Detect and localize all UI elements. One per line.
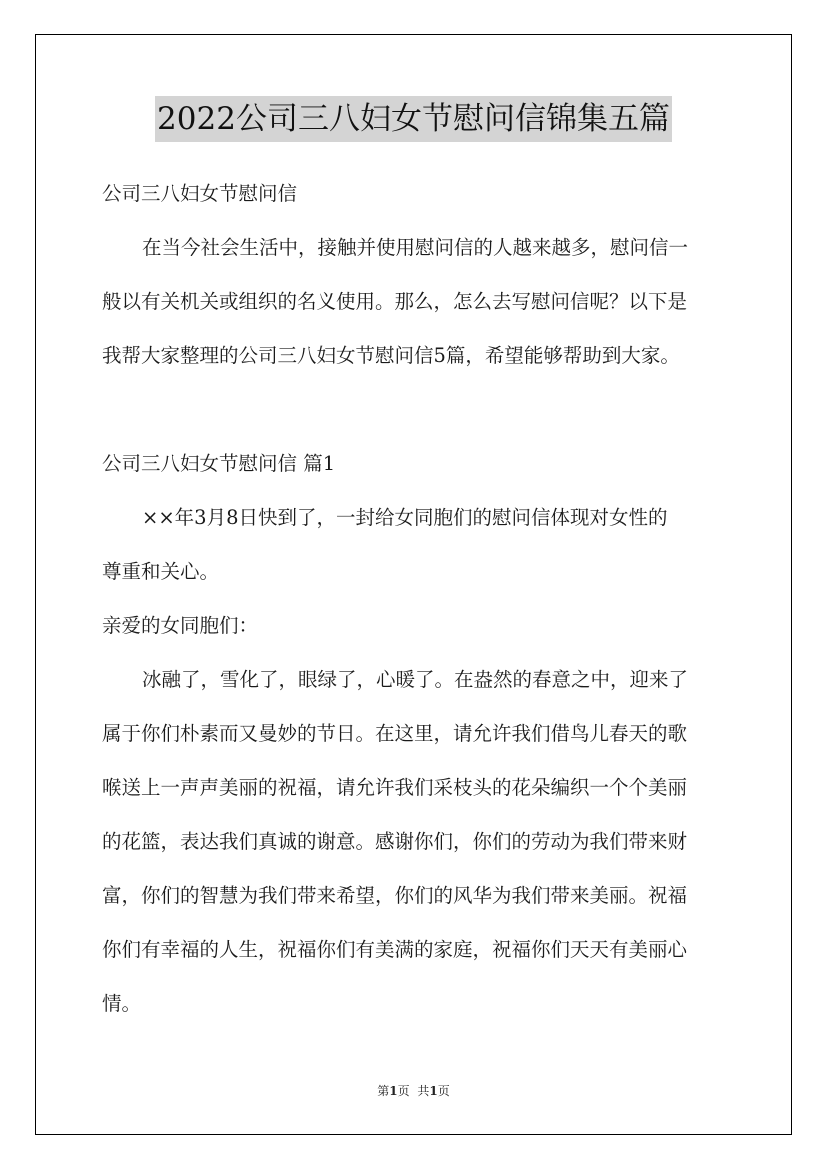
footer-page-number: 1 — [389, 1084, 398, 1098]
paragraph-line: 属于你们朴素而又曼妙的节日。在这里，请允许我们借鸟儿春天的歌 — [102, 722, 688, 745]
paragraph-line: 冰融了，雪化了，眼绿了，心暖了。在盎然的春意之中，迎来了 — [142, 668, 689, 691]
paragraph-line: ××年3月8日快到了，一封给女同胞们的慰问信体现对女性的 — [142, 506, 668, 529]
footer-page-prefix: 第 — [377, 1084, 390, 1098]
footer-total-suffix: 页 — [437, 1084, 450, 1098]
footer-total-number: 1 — [429, 1084, 438, 1098]
paragraph-line: 情。 — [102, 992, 142, 1015]
footer-page-suffix: 页 — [397, 1084, 410, 1098]
section-heading-part1: 公司三八妇女节慰问信 篇1 — [102, 452, 336, 475]
page-footer — [0, 1082, 827, 1100]
paragraph-line: 我帮大家整理的公司三八妇女节慰问信5篇，希望能够帮助到大家。 — [102, 344, 680, 367]
footer-total-prefix: 共 — [417, 1084, 430, 1098]
document-title: 2022公司三八妇女节慰问信锦集五篇 — [155, 96, 672, 142]
salutation: 亲爱的女同胞们： — [102, 614, 259, 637]
paragraph-line: 般以有关机关或组织的名义使用。那么，怎么去写慰问信呢？以下是 — [102, 290, 688, 313]
paragraph-line: 的花篮，表达我们真诚的谢意。感谢你们，你们的劳动为我们带来财 — [102, 830, 688, 853]
paragraph-line: 喉送上一声声美丽的祝福，请允许我们采枝头的花朵编织一个个美丽 — [102, 776, 688, 799]
paragraph-line: 在当今社会生活中，接触并使用慰问信的人越来越多，慰问信一 — [142, 236, 689, 259]
section-heading-intro: 公司三八妇女节慰问信 — [102, 182, 298, 205]
paragraph-line: 你们有幸福的人生，祝福你们有美满的家庭，祝福你们天天有美丽心 — [102, 938, 688, 961]
paragraph-line: 尊重和关心。 — [102, 560, 220, 583]
title-container — [0, 96, 827, 142]
paragraph-line: 富，你们的智慧为我们带来希望，你们的风华为我们带来美丽。祝福 — [102, 884, 688, 907]
